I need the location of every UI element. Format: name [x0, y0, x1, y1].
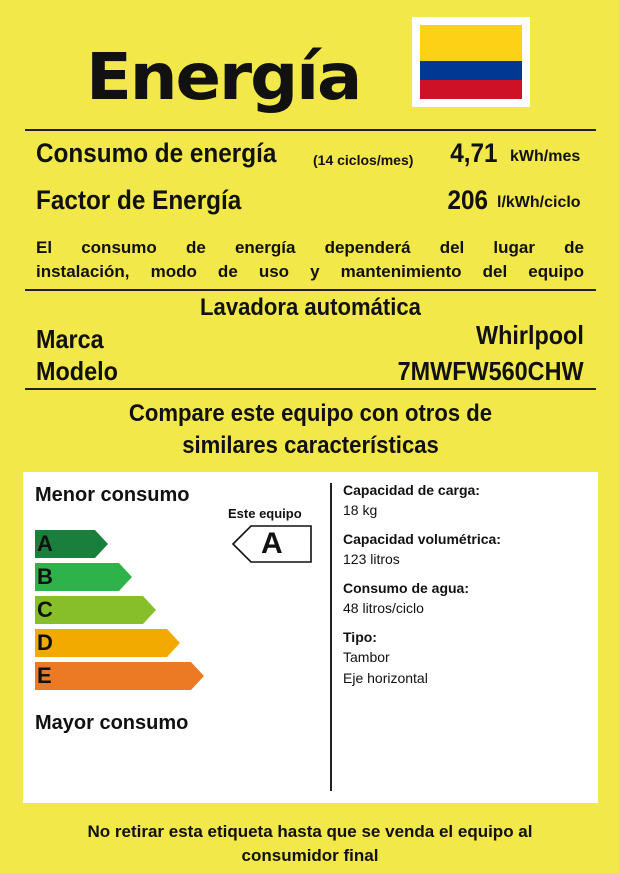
flag-yellow-stripe	[420, 25, 522, 61]
consumption-qualifier: (14 ciclos/mes)	[313, 152, 414, 168]
compare-line-2: similares características	[182, 432, 439, 459]
factor-label: Factor de Energía	[36, 185, 242, 215]
energy-class-d-bar	[35, 629, 181, 655]
footer-note	[20, 820, 600, 868]
energy-class-letter: C	[37, 597, 53, 622]
spec-label: Capacidad de carga:	[343, 482, 480, 498]
model-label: Modelo	[36, 356, 118, 386]
footer-line-2: consumidor final	[241, 846, 379, 865]
footer-line-1: No retirar esta etiqueta hasta que se venda el equipo al	[87, 822, 533, 841]
energy-class-c-bar	[35, 596, 157, 622]
divider	[25, 388, 596, 390]
product-type: Lavadora automática	[200, 294, 421, 321]
energy-class-letter: A	[37, 531, 53, 556]
higher-consumption-label: Mayor consumo	[35, 712, 189, 734]
compare-line-1: Compare este equipo con otros de	[128, 400, 493, 427]
factor-unit: l/kWh/ciclo	[497, 194, 581, 211]
energy-class-e-bar	[35, 662, 205, 688]
spec-value: Tambor	[343, 649, 390, 665]
brand-label: Marca	[36, 324, 104, 354]
factor-value: 206	[447, 185, 488, 215]
energy-class-letter: D	[37, 630, 53, 655]
brand-value: Whirlpool	[476, 320, 584, 350]
spec-label: Tipo:	[343, 629, 377, 645]
consumption-unit: kWh/mes	[510, 148, 581, 165]
this-unit-class-indicator	[231, 525, 313, 568]
this-unit-class: A	[261, 527, 283, 560]
divider	[25, 289, 596, 291]
spec-value: 48 litros/ciclo	[343, 600, 424, 616]
spec-value: 18 kg	[343, 502, 378, 518]
divider	[25, 129, 596, 131]
label-title: Energía	[86, 41, 361, 115]
flag-blue-stripe	[420, 61, 522, 80]
rating-panel	[23, 472, 598, 803]
spec-value: 123 litros	[343, 551, 400, 567]
lower-consumption-label: Menor consumo	[35, 484, 190, 506]
compare-text	[48, 398, 573, 462]
energy-class-b-bar	[35, 563, 133, 589]
this-unit-label: Este equipo	[228, 506, 302, 521]
spec-label: Capacidad volumétrica:	[343, 531, 501, 547]
consumption-note	[36, 236, 584, 284]
energy-class-letter: B	[37, 564, 53, 589]
note-line-2: instalación, modo de uso y mantenimiento del equipo	[36, 262, 584, 281]
consumption-label: Consumo de energía	[36, 138, 277, 168]
energy-class-letter: E	[37, 663, 52, 688]
consumption-value: 4,71	[450, 138, 498, 168]
model-value: 7MWFW560CHW	[398, 356, 584, 386]
flag-red-stripe	[420, 80, 522, 99]
energy-class-a-bar	[35, 530, 109, 556]
spec-value: Eje horizontal	[343, 670, 428, 686]
colombia-flag	[412, 17, 530, 107]
note-line-1: El consumo de energía dependerá del lugar de	[36, 238, 584, 257]
spec-label: Consumo de agua:	[343, 580, 470, 596]
panel-divider	[330, 483, 332, 791]
